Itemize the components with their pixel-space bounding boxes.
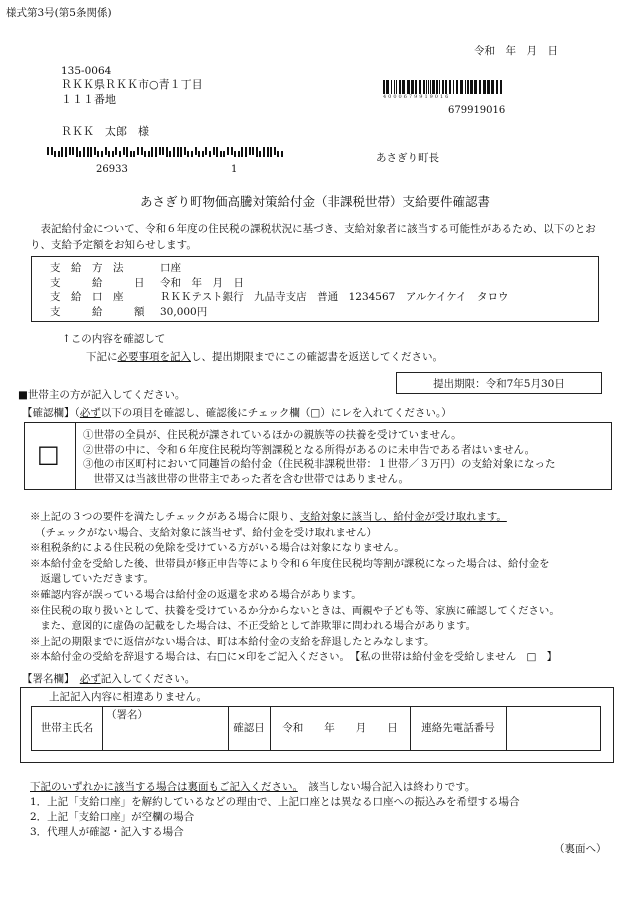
form-id: 様式第3号(第5条関係) bbox=[6, 7, 112, 19]
barcode-bar bbox=[453, 80, 454, 94]
barcode-bar bbox=[470, 80, 473, 94]
mayor-name: あさぎり町長 bbox=[376, 152, 439, 164]
barcode-bar bbox=[155, 147, 157, 157]
barcode-bar bbox=[180, 147, 182, 157]
barcode-bar bbox=[90, 147, 92, 157]
note-item: ※確認内容が誤っている場合は給付金の返還を求める場合があります。 bbox=[30, 588, 362, 601]
barcode-bar bbox=[123, 147, 125, 155]
barcode-number-2: 1 bbox=[231, 164, 238, 175]
barcode-bar bbox=[430, 80, 431, 94]
signature-field[interactable] bbox=[102, 707, 229, 750]
barcode-bar bbox=[112, 151, 114, 157]
payment-value: 30,000円 bbox=[160, 305, 208, 318]
barcode-bar bbox=[496, 80, 498, 94]
barcode-bar bbox=[115, 147, 117, 155]
sign-table bbox=[31, 706, 601, 751]
barcode-bar bbox=[151, 147, 153, 157]
address-line2: １１１番地 bbox=[61, 93, 116, 106]
barcode-bar bbox=[126, 147, 128, 157]
barcode-bar bbox=[245, 147, 247, 157]
barcode-bar bbox=[133, 151, 135, 157]
postal-barcode bbox=[47, 147, 287, 157]
barcode-bar bbox=[213, 147, 215, 155]
barcode-bar bbox=[442, 80, 444, 94]
barcode-bar bbox=[274, 147, 276, 155]
barcode-bar bbox=[209, 151, 211, 157]
sign-confirm: 上記記入内容に相違ありません。 bbox=[49, 691, 208, 703]
payment-value: 令和 年 月 日 bbox=[160, 276, 244, 289]
barcode-bar bbox=[394, 80, 395, 94]
barcode-bar bbox=[252, 147, 254, 155]
barcode-bar bbox=[144, 151, 146, 157]
barcode-bar bbox=[220, 151, 222, 157]
barcode-bar bbox=[231, 147, 233, 155]
barcode-bar bbox=[399, 80, 401, 94]
barcode-bar bbox=[428, 80, 429, 94]
barcode-bar bbox=[51, 147, 53, 155]
barcode-bar bbox=[460, 80, 463, 94]
check-item: ②世帯の中に、令和６年度住民税均等割課税となる所得があるのに未申告である者はいません。 bbox=[83, 443, 536, 456]
payment-row bbox=[50, 261, 509, 276]
householder-label: 世帯主氏名 bbox=[32, 707, 103, 750]
confirm-note-2-post: し、提出期限までにこの確認書を返送してください。 bbox=[191, 351, 443, 363]
barcode-bar bbox=[465, 80, 466, 94]
postal-code: 135-0064 bbox=[61, 65, 112, 77]
barcode-bar bbox=[439, 80, 440, 94]
barcode-bar bbox=[130, 151, 132, 157]
barcode-bar bbox=[402, 80, 405, 94]
barcode-bar bbox=[445, 80, 447, 94]
confirm-note-2-pre: 下記に bbox=[86, 351, 118, 363]
intro-text: 表記給付金について、令和６年度の住民税の課税状況に基づき、支給対象者に該当する可能性があるため、以下のとおり、支給予定額をお知らせします。 bbox=[30, 223, 596, 251]
barcode-bar bbox=[419, 80, 421, 94]
barcode-bar bbox=[383, 80, 385, 94]
barcode-bar bbox=[423, 80, 425, 94]
check-item: ①世帯の全員が、住民税が課されているほかの親族等の扶養を受けていません。 bbox=[83, 429, 462, 441]
back-heading-emph: 下記のいずれかに該当する場合は裏面もご記入ください。 bbox=[30, 781, 298, 793]
barcode-bar bbox=[58, 151, 60, 157]
payment-row bbox=[50, 290, 509, 305]
date-line: 令和 年 月 日 bbox=[474, 45, 558, 57]
barcode-bar bbox=[177, 147, 179, 157]
confirm-note-2 bbox=[86, 350, 443, 364]
back-heading bbox=[30, 780, 475, 794]
back-page-note: （裏面へ） bbox=[554, 843, 607, 855]
barcode-bar bbox=[76, 147, 78, 157]
payment-box bbox=[31, 256, 599, 322]
barcode-bar bbox=[411, 80, 414, 94]
barcode-bar bbox=[281, 151, 283, 157]
back-items bbox=[30, 795, 519, 840]
barcode-bar bbox=[72, 147, 74, 155]
barcode-bar bbox=[187, 151, 189, 157]
barcode-bar bbox=[491, 80, 494, 94]
payment-label: 支 給 額 bbox=[50, 305, 145, 318]
barcode-bar bbox=[270, 147, 272, 157]
phone-field[interactable] bbox=[506, 707, 600, 750]
check-item: ③他の市区町村において同趣旨の給付金（住民税非課税世帯：１世帯／３万円）の支給対象になった bbox=[83, 458, 556, 470]
note-item: ※住民税の取り扱いとして、扶養を受けているか分からないときは、両親や子ども等、家族に確認してください。 bbox=[30, 604, 560, 617]
barcode-bar bbox=[119, 151, 121, 157]
barcode-bar bbox=[137, 147, 139, 155]
barcode-bar bbox=[198, 151, 200, 157]
confirm-date-label: 確認日 bbox=[228, 707, 271, 750]
barcode-bar bbox=[87, 147, 89, 157]
note-emph: 支給対象に該当し、給付金が受け取れます。 bbox=[299, 511, 507, 523]
payment-rows bbox=[50, 261, 509, 319]
confirm-checkbox[interactable]: □ bbox=[37, 440, 60, 468]
barcode-bar bbox=[396, 80, 397, 94]
sender-barcode-text: 4000679919016 bbox=[383, 94, 451, 100]
address-line1: ＲＫＫ県ＲＫＫ市○青１丁目 bbox=[61, 78, 203, 91]
barcode-bar bbox=[436, 80, 438, 94]
barcode-bar bbox=[216, 147, 218, 157]
barcode-bar bbox=[61, 147, 63, 157]
check-item: 世帯又は当該世帯の世帯主であった者を含む世帯ではありません。 bbox=[83, 472, 410, 485]
barcode-bar bbox=[205, 147, 207, 155]
deadline-text: 提出期限：令和7年5月30日 bbox=[433, 378, 565, 390]
barcode-bar bbox=[259, 151, 261, 157]
barcode-bar bbox=[173, 147, 175, 157]
barcode-bar bbox=[415, 80, 417, 94]
back-item: 1．上記「支給口座」を解約しているなどの理由で、上記口座とは異なる口座への振込みを希望する場合 bbox=[30, 796, 520, 808]
barcode-bar bbox=[105, 147, 107, 155]
barcode-bar bbox=[386, 80, 389, 94]
barcode-bar bbox=[256, 147, 258, 157]
check-items bbox=[83, 428, 556, 486]
back-heading-post: 該当しない場合記入は終わりです。 bbox=[297, 781, 476, 793]
payment-label: 支 給 日 bbox=[50, 276, 145, 289]
householder-heading: ■世帯主の方が記入してください。 bbox=[18, 389, 186, 401]
note-item: また、意図的に虚偽の記載をした場合は、不正受給として詐欺罪に問われる場合があります。 bbox=[30, 620, 476, 633]
payment-row bbox=[50, 305, 509, 320]
barcode-bar bbox=[432, 80, 435, 94]
barcode-bar bbox=[166, 147, 168, 157]
note-item: 返還していただきます。 bbox=[30, 573, 154, 586]
barcode-bar bbox=[426, 80, 427, 94]
barcode-bar bbox=[159, 147, 161, 155]
barcode-bar bbox=[83, 147, 85, 157]
sign-heading-emph: 必ず bbox=[79, 673, 101, 685]
barcode-bar bbox=[500, 80, 502, 94]
note-item bbox=[30, 510, 560, 526]
barcode-bar bbox=[162, 147, 164, 155]
barcode-bar bbox=[234, 151, 236, 157]
barcode-bar bbox=[267, 147, 269, 157]
check-heading-emph: 必ず bbox=[79, 407, 101, 419]
barcode-bar bbox=[223, 151, 225, 157]
sender-number: 679919016 bbox=[448, 105, 506, 116]
note-item: ※本給付金を受給した後、世帯員が修正申告等により令和６年度住民税均等割が課税になった場合は、給付金を bbox=[30, 557, 550, 570]
notes-list bbox=[30, 510, 560, 666]
note-item: ※租税条約による住民税の免除を受けている方がいる場合は対象になりません。 bbox=[30, 542, 405, 555]
note-item: （チェックがない場合、支給対象に該当せず、給付金を受け取れません） bbox=[30, 526, 377, 539]
barcode-bar bbox=[449, 80, 451, 94]
back-item: 2．上記「支給口座」が空欄の場合 bbox=[30, 811, 195, 823]
barcode-bar bbox=[483, 80, 486, 94]
confirm-date-field[interactable]: 令和 年 月 日 bbox=[270, 707, 411, 750]
phone-label: 連絡先電話番号 bbox=[410, 707, 507, 750]
sign-heading-post: 記入してください。 bbox=[100, 673, 196, 685]
barcode-bar bbox=[241, 147, 243, 157]
barcode-bar bbox=[97, 151, 99, 157]
barcode-bar bbox=[191, 151, 193, 157]
barcode-bar bbox=[184, 147, 186, 155]
barcode-bar bbox=[141, 147, 143, 155]
sign-heading bbox=[22, 672, 195, 686]
sign-heading-pre: 【署名欄】 bbox=[22, 673, 80, 685]
barcode-bar bbox=[487, 80, 490, 94]
check-heading-post: 以下の項目を確認し、確認後にチェック欄（□）にレを入れてください。） bbox=[100, 407, 452, 419]
barcode-bar bbox=[195, 147, 197, 155]
recipient-name: ＲＫＫ 太郎 様 bbox=[61, 125, 149, 138]
barcode-bar bbox=[407, 80, 410, 94]
signature-label: （署名） bbox=[106, 709, 148, 721]
payment-label: 支 給 口 座 bbox=[50, 291, 124, 303]
barcode-bar bbox=[249, 147, 251, 155]
barcode-bar bbox=[467, 80, 469, 94]
note-item: ※本給付金の受給を辞退する場合は、右□に×印をご記入ください。 【私の世帯は給付金を受給しません □ 】 bbox=[30, 651, 558, 664]
barcode-bar bbox=[277, 151, 279, 157]
sender-barcode bbox=[383, 80, 503, 94]
barcode-bar bbox=[474, 80, 477, 94]
barcode-bar bbox=[148, 151, 150, 157]
note-text: ※上記の３つの要件を満たしチェックがある場合に限り、 bbox=[30, 511, 300, 523]
barcode-bar bbox=[65, 147, 67, 157]
barcode-bar bbox=[227, 147, 229, 155]
payment-row bbox=[50, 276, 509, 291]
back-item: 3．代理人が確認・記入する場合 bbox=[30, 826, 184, 838]
barcode-bar bbox=[202, 151, 204, 157]
barcode-bar bbox=[479, 80, 481, 94]
barcode-bar bbox=[456, 80, 458, 94]
barcode-bar bbox=[263, 147, 265, 157]
payment-label: 支 給 方 法 bbox=[50, 262, 124, 274]
payment-value: ＲＫＫテスト銀行 九品寺支店 普通 1234567 アルケイケイ タロウ bbox=[160, 291, 509, 303]
check-divider bbox=[75, 423, 76, 489]
confirm-note-1: ↑この内容を確認して bbox=[62, 333, 166, 345]
check-heading-pre: 【確認欄】（ bbox=[22, 407, 80, 419]
barcode-number: 26933 bbox=[96, 164, 128, 175]
payment-value: 口座 bbox=[160, 262, 181, 274]
check-area bbox=[24, 422, 612, 490]
barcode-bar bbox=[79, 151, 81, 157]
confirm-note-2-emph: 必要事項を記入 bbox=[117, 351, 191, 363]
page-title: あさぎり町物価高騰対策給付金（非課税世帯）支給要件確認書 bbox=[139, 194, 490, 209]
barcode-bar bbox=[238, 151, 240, 157]
barcode-bar bbox=[69, 147, 71, 155]
barcode-bar bbox=[101, 151, 103, 157]
barcode-bar bbox=[108, 151, 110, 157]
deadline-box bbox=[396, 372, 602, 394]
sign-outer bbox=[20, 687, 614, 763]
barcode-bar bbox=[94, 147, 96, 155]
barcode-bar bbox=[47, 147, 49, 155]
barcode-bar bbox=[54, 151, 56, 157]
barcode-bar bbox=[391, 80, 392, 94]
barcode-bar bbox=[169, 151, 171, 157]
check-heading bbox=[22, 406, 452, 420]
note-item: ※上記の期限までに返信がない場合は、町は本給付金の支給を辞退したとみなします。 bbox=[30, 635, 435, 648]
